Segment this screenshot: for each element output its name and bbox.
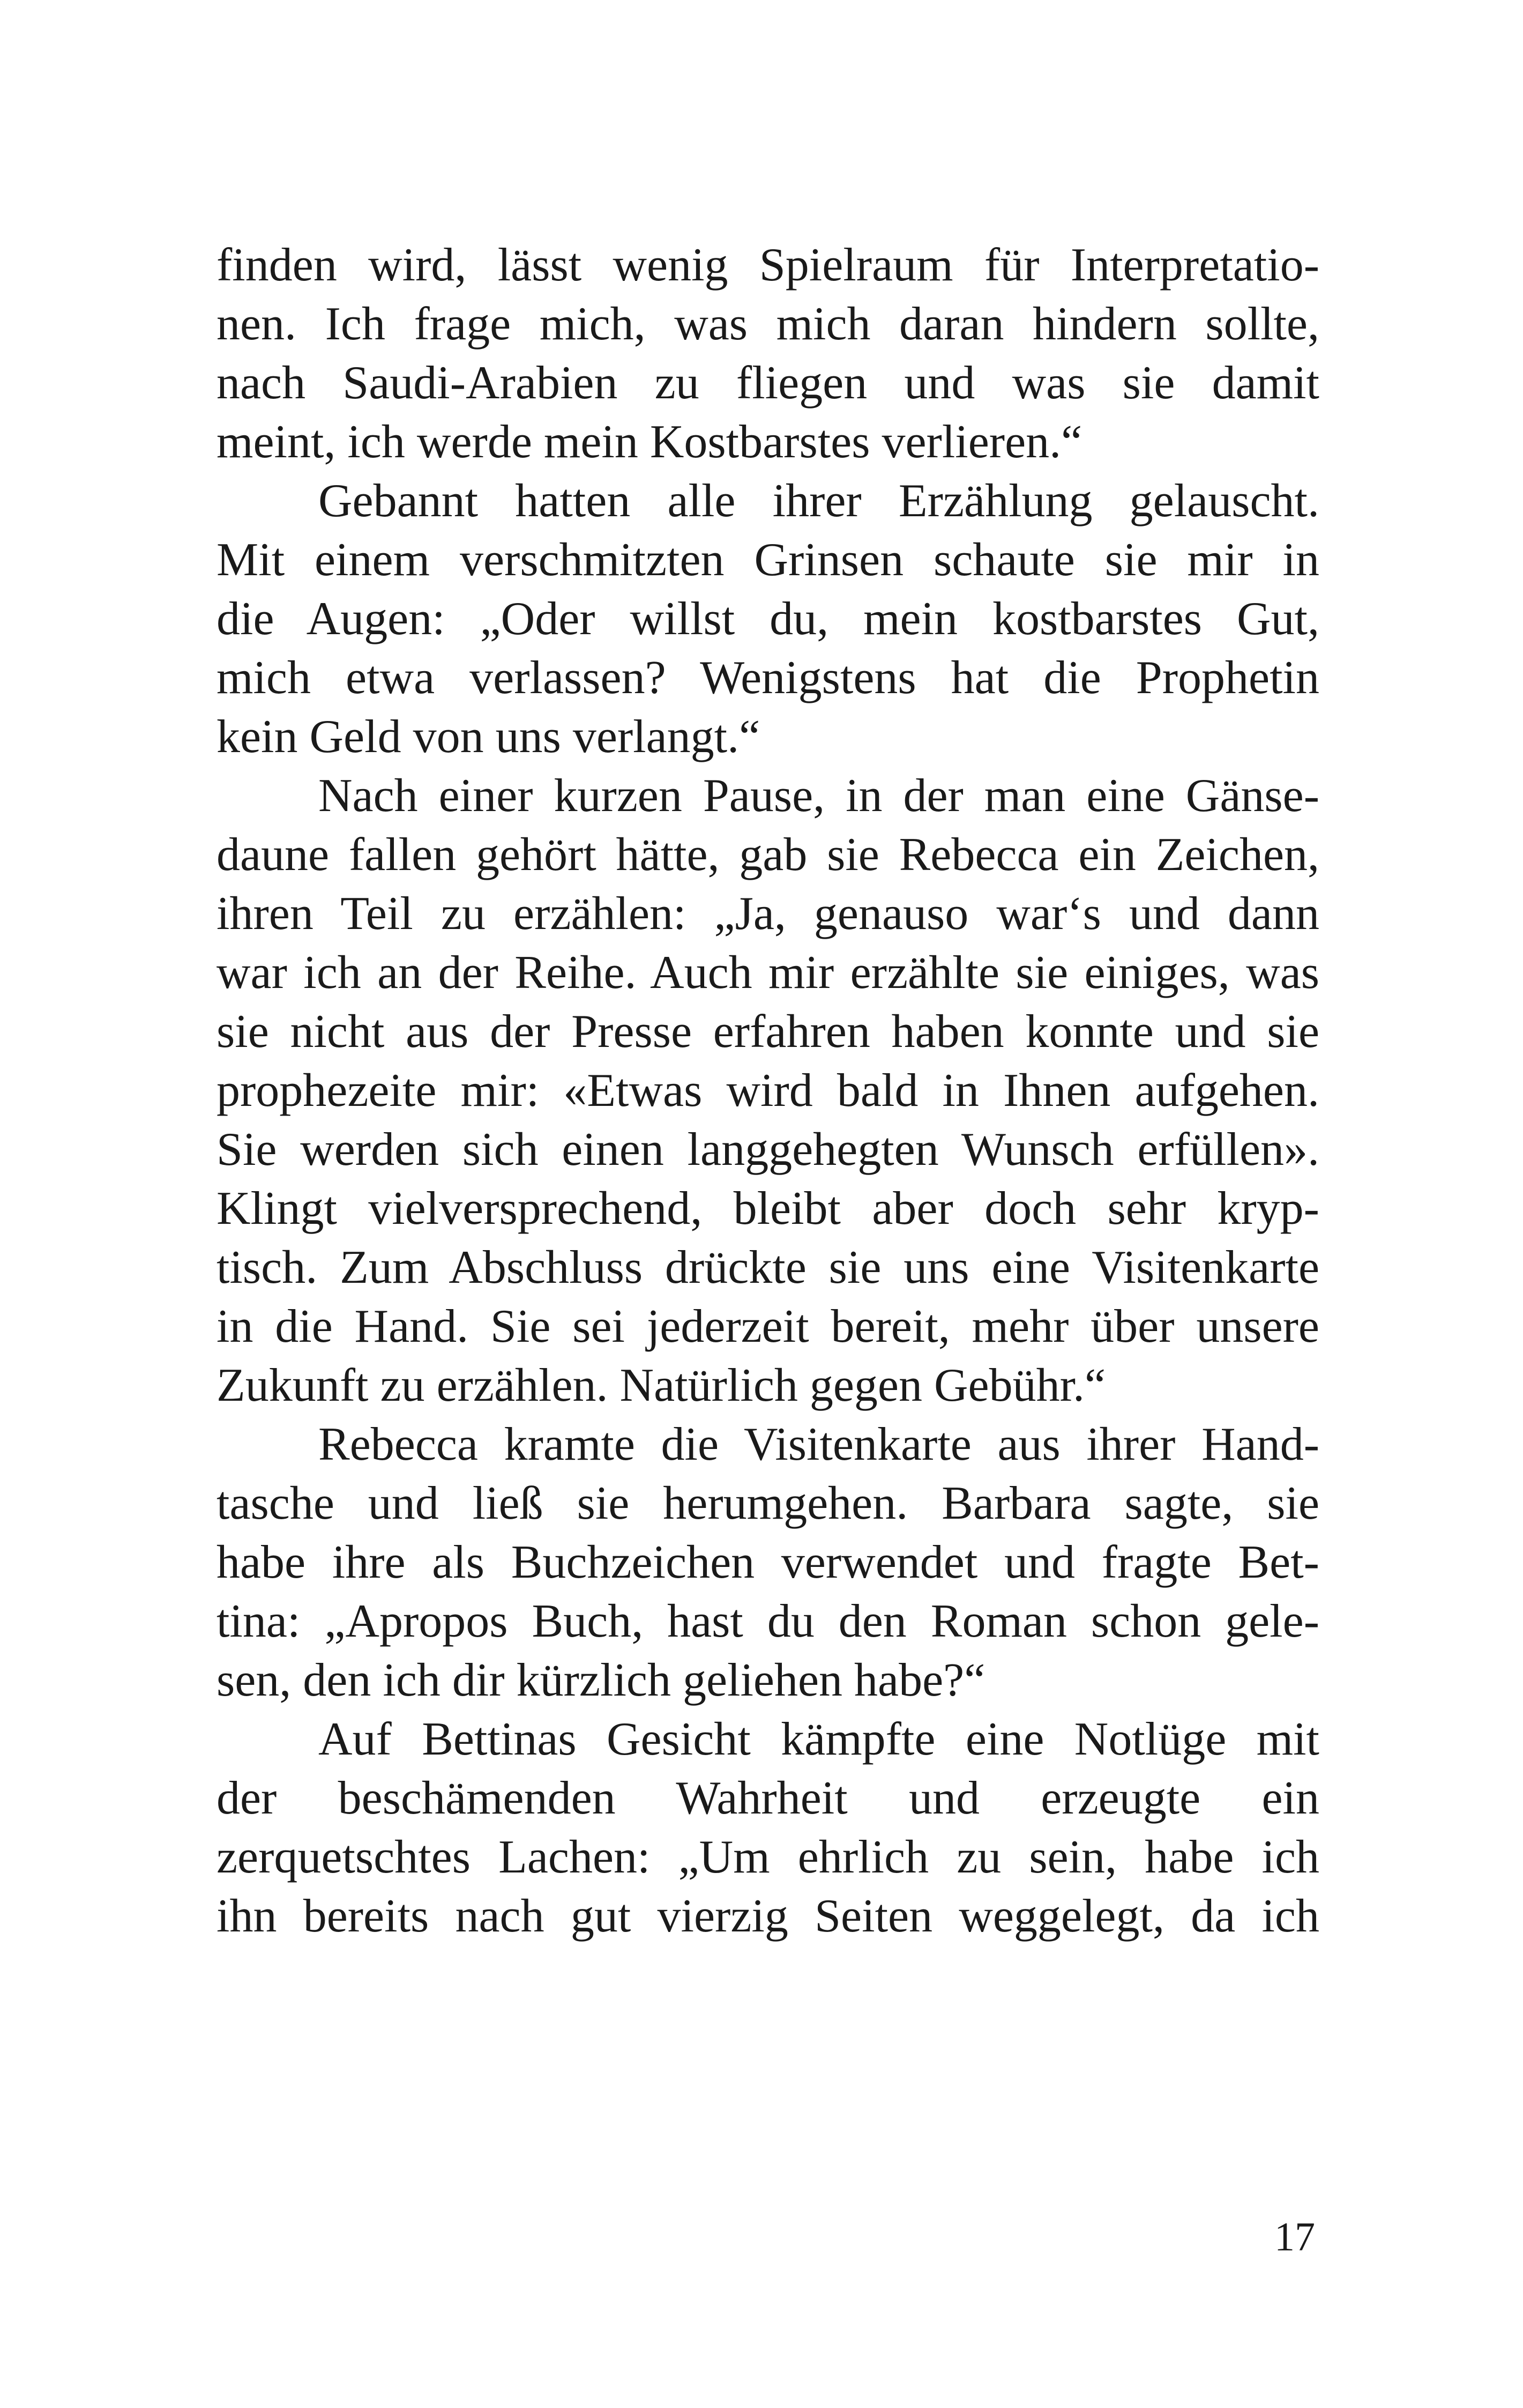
text-line: nach Saudi-Arabien zu fliegen und was sie damit [216,357,1319,409]
paragraph [216,1415,1319,1710]
paragraph [216,767,1319,1415]
text-line: war ich an der Reihe. Auch mir erzählte sie einiges, was [216,947,1319,999]
text-line: prophezeite mir: «Etwas wird bald in Ihnen aufgehen. [216,1065,1319,1117]
text-line: Nach einer kurzen Pause, in der man eine Gänse- [318,770,1319,822]
text-line: finden wird, lässt wenig Spielraum für Interpretatio- [216,239,1319,291]
text-line: kein Geld von uns verlangt.“ [216,711,760,763]
text-line: in die Hand. Sie sei jederzeit bereit, mehr über unsere [216,1300,1319,1352]
text-line: meint, ich werde mein Kostbarstes verlieren.“ [216,416,1082,468]
text-line: Gebannt hatten alle ihrer Erzählung gelauscht. [318,475,1319,527]
body-text [216,236,1319,1946]
text-line: ihn bereits nach gut vierzig Seiten weggelegt, da ich [216,1890,1319,1942]
text-line: der beschämenden Wahrheit und erzeugte ein [216,1772,1319,1824]
text-line: sen, den ich dir kürzlich geliehen habe?“ [216,1654,986,1706]
text-line: Klingt vielversprechend, bleibt aber doch sehr kryp- [216,1183,1319,1235]
text-line: Auf Bettinas Gesicht kämpfte eine Notlüge mit [318,1713,1319,1765]
text-line: zerquetschtes Lachen: „Um ehrlich zu sein, habe ich [216,1831,1319,1883]
text-line: tasche und ließ sie herumgehen. Barbara sagte, sie [216,1477,1319,1529]
text-line: Zukunft zu erzählen. Natürlich gegen Gebühr.“ [216,1359,1106,1411]
text-line: nen. Ich frage mich, was mich daran hindern sollte, [216,298,1319,350]
paragraph [216,472,1319,767]
text-line: Mit einem verschmitzten Grinsen schaute sie mir in [216,534,1319,586]
text-line: Sie werden sich einen langgehegten Wunsch erfüllen». [216,1124,1319,1176]
text-line: die Augen: „Oder willst du, mein kostbarstes Gut, [216,593,1319,645]
text-line: tisch. Zum Abschluss drückte sie uns eine Visitenkarte [216,1242,1319,1294]
paragraph [216,236,1319,472]
text-line: daune fallen gehört hätte, gab sie Rebecca ein Zeichen, [216,829,1319,881]
paragraph [216,1710,1319,1946]
text-line: ihren Teil zu erzählen: „Ja, genauso war‘s und dann [216,888,1319,940]
text-line: habe ihre als Buchzeichen verwendet und fragte Bet- [216,1536,1319,1588]
page-number: 17 [1274,2214,1315,2260]
text-line: Rebecca kramte die Visitenkarte aus ihrer Hand- [318,1418,1319,1470]
text-line: mich etwa verlassen? Wenigstens hat die Prophetin [216,652,1319,704]
text-line: sie nicht aus der Presse erfahren haben konnte und sie [216,1006,1319,1058]
text-line: tina: „Apropos Buch, hast du den Roman schon gele- [216,1595,1319,1647]
